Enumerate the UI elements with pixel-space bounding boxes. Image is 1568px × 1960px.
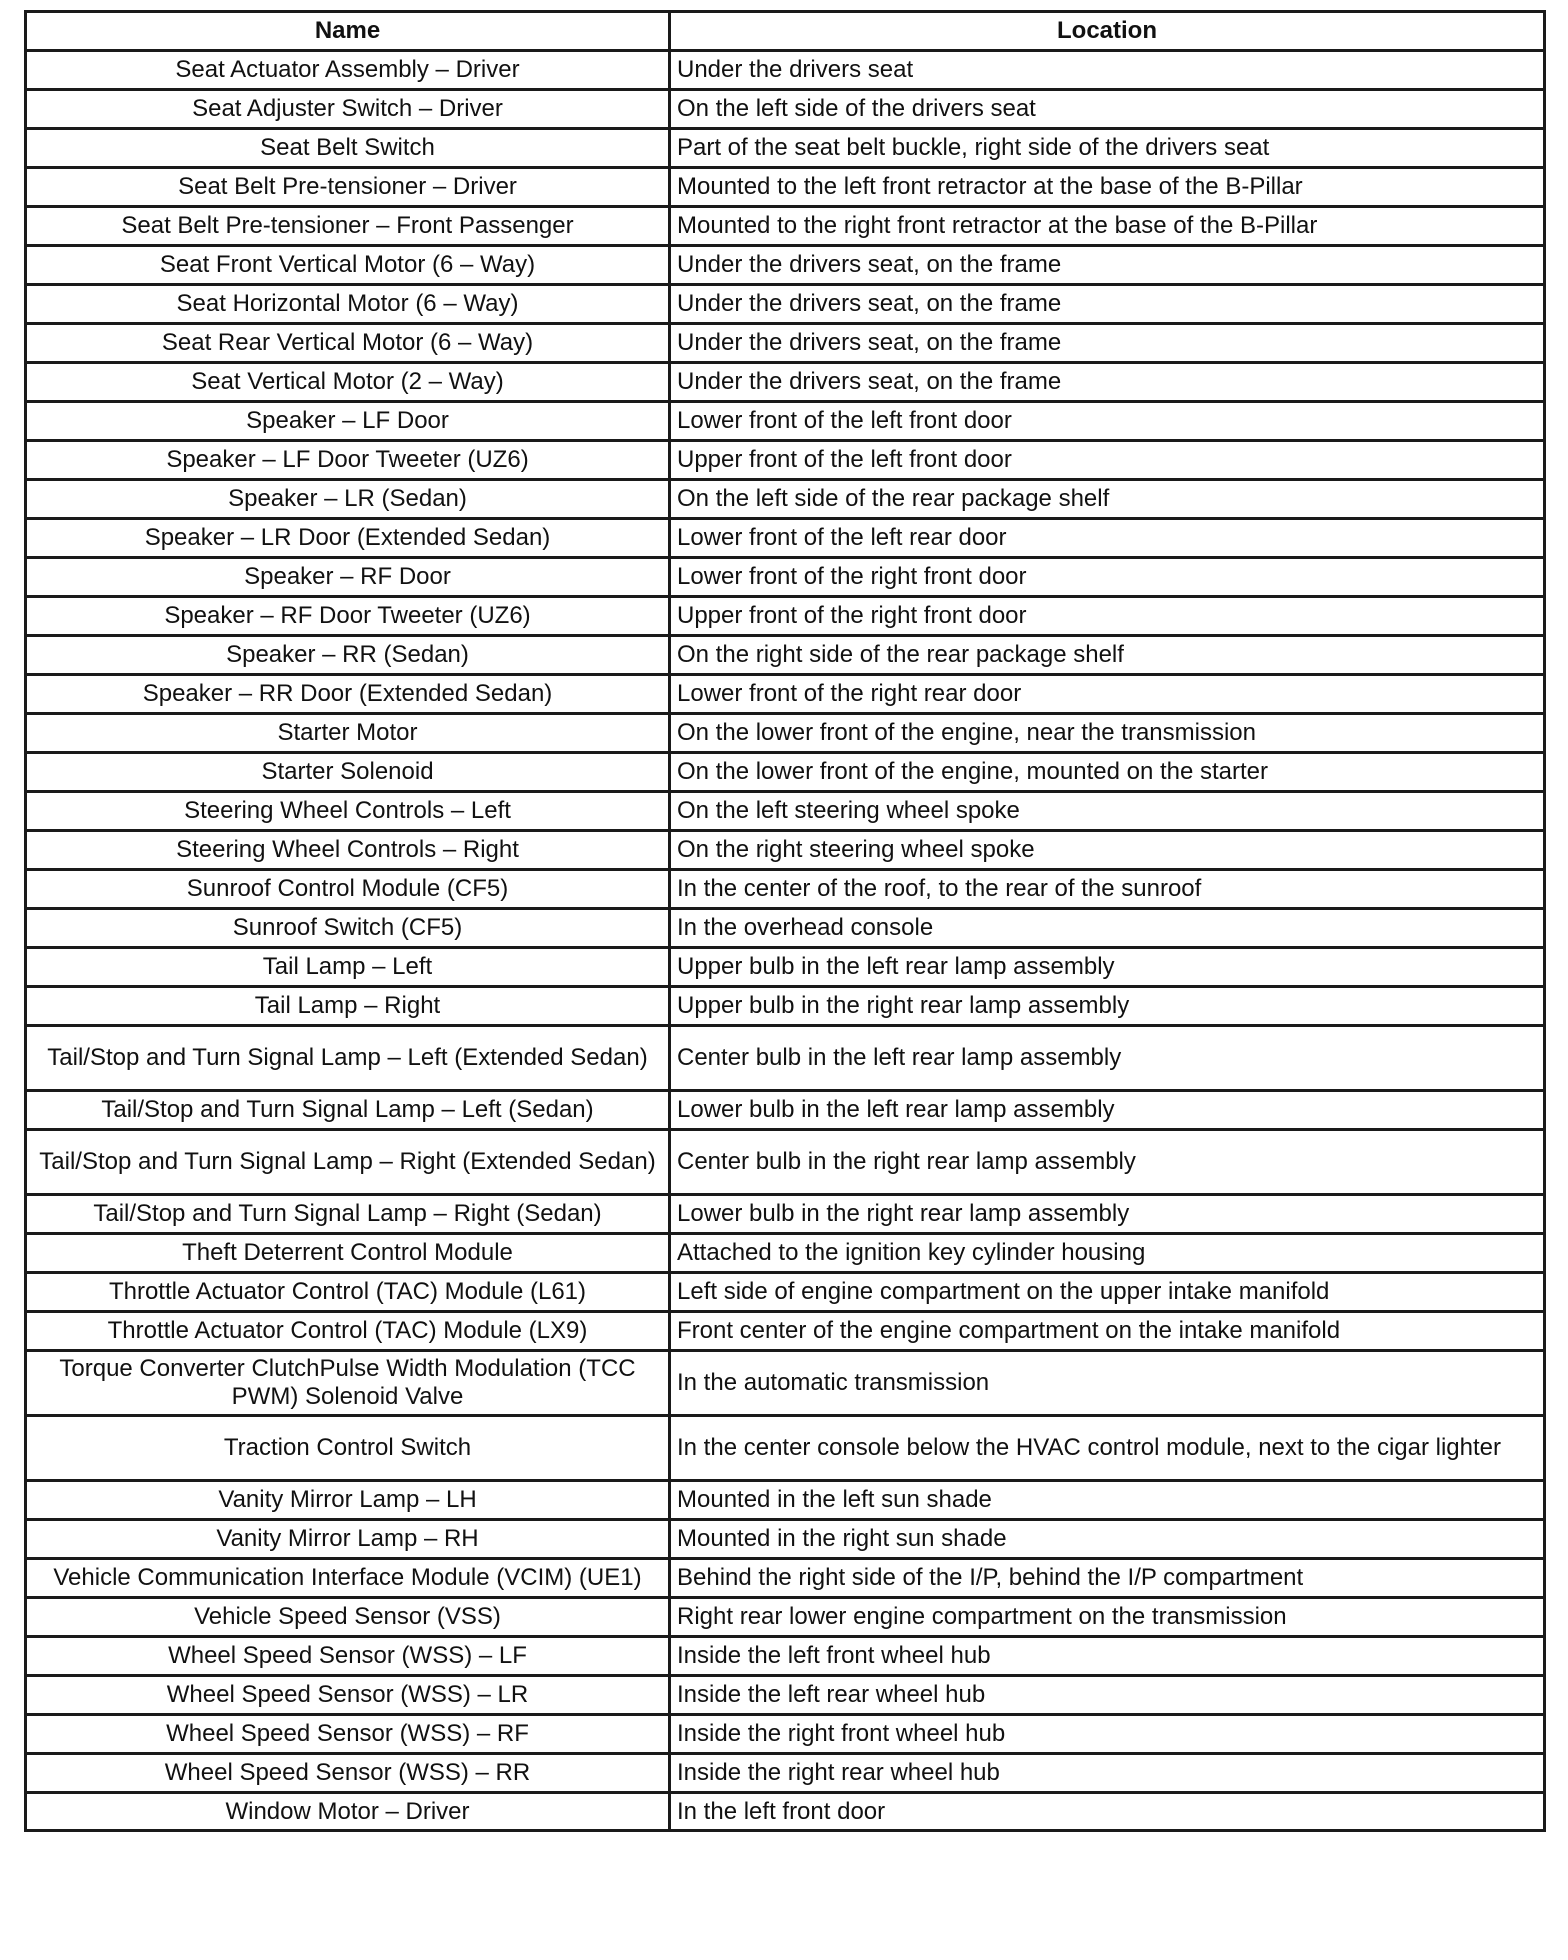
table-row	[26, 519, 1545, 558]
component-name-cell: Vanity Mirror Lamp – LH	[26, 1481, 670, 1520]
component-name-cell: Seat Vertical Motor (2 – Way)	[26, 363, 670, 402]
component-location-cell: In the center console below the HVAC control module, next to the cigar lighter	[670, 1416, 1545, 1481]
table-row	[26, 1754, 1545, 1793]
table-row	[26, 1416, 1545, 1481]
component-location-cell: Lower bulb in the left rear lamp assembly	[670, 1091, 1545, 1130]
component-location-cell: Mounted in the right sun shade	[670, 1520, 1545, 1559]
table-row	[26, 1026, 1545, 1091]
table-row	[26, 285, 1545, 324]
component-name-cell: Speaker – RR (Sedan)	[26, 636, 670, 675]
component-name-cell: Steering Wheel Controls – Left	[26, 792, 670, 831]
table-row	[26, 1520, 1545, 1559]
component-location-cell: Under the drivers seat, on the frame	[670, 246, 1545, 285]
component-name-cell: Speaker – RR Door (Extended Sedan)	[26, 675, 670, 714]
component-location-cell: In the left front door	[670, 1793, 1545, 1831]
table-row	[26, 870, 1545, 909]
component-location-cell: Under the drivers seat	[670, 51, 1545, 90]
component-location-cell: Inside the right rear wheel hub	[670, 1754, 1545, 1793]
component-name-cell: Tail/Stop and Turn Signal Lamp – Right (Sedan)	[26, 1195, 670, 1234]
component-location-cell: Upper front of the left front door	[670, 441, 1545, 480]
component-location-cell: Behind the right side of the I/P, behind the I/P compartment	[670, 1559, 1545, 1598]
table-row	[26, 1637, 1545, 1676]
component-location-cell: In the center of the roof, to the rear of the sunroof	[670, 870, 1545, 909]
component-name-cell: Tail/Stop and Turn Signal Lamp – Left (Extended Sedan)	[26, 1026, 670, 1091]
component-location-cell: Lower front of the right front door	[670, 558, 1545, 597]
component-location-cell: In the overhead console	[670, 909, 1545, 948]
component-name-cell: Seat Belt Pre-tensioner – Driver	[26, 168, 670, 207]
component-name-cell: Seat Adjuster Switch – Driver	[26, 90, 670, 129]
component-location-cell: Under the drivers seat, on the frame	[670, 285, 1545, 324]
table-row	[26, 168, 1545, 207]
component-name-cell: Seat Actuator Assembly – Driver	[26, 51, 670, 90]
column-header-name: Name	[26, 12, 670, 51]
component-location-cell: On the left steering wheel spoke	[670, 792, 1545, 831]
component-location-cell: Lower bulb in the right rear lamp assembly	[670, 1195, 1545, 1234]
table-row	[26, 909, 1545, 948]
component-name-cell: Torque Converter ClutchPulse Width Modulation (TCC PWM) Solenoid Valve	[26, 1351, 670, 1416]
component-location-cell: Center bulb in the left rear lamp assembly	[670, 1026, 1545, 1091]
table-row	[26, 831, 1545, 870]
component-location-cell: On the lower front of the engine, near the transmission	[670, 714, 1545, 753]
table-row	[26, 441, 1545, 480]
component-location-cell: Upper bulb in the left rear lamp assembly	[670, 948, 1545, 987]
header-row	[26, 12, 1545, 51]
component-location-cell: Under the drivers seat, on the frame	[670, 324, 1545, 363]
component-location-cell: Left side of engine compartment on the upper intake manifold	[670, 1273, 1545, 1312]
component-name-cell: Starter Motor	[26, 714, 670, 753]
component-name-cell: Vehicle Communication Interface Module (VCIM) (UE1)	[26, 1559, 670, 1598]
component-location-cell: Attached to the ignition key cylinder housing	[670, 1234, 1545, 1273]
component-location-cell: Lower front of the left front door	[670, 402, 1545, 441]
component-location-cell: Under the drivers seat, on the frame	[670, 363, 1545, 402]
component-name-cell: Steering Wheel Controls – Right	[26, 831, 670, 870]
component-name-cell: Wheel Speed Sensor (WSS) – LR	[26, 1676, 670, 1715]
table-row	[26, 402, 1545, 441]
table-row	[26, 675, 1545, 714]
table-row	[26, 1793, 1545, 1831]
component-name-cell: Sunroof Switch (CF5)	[26, 909, 670, 948]
component-name-cell: Vehicle Speed Sensor (VSS)	[26, 1598, 670, 1637]
component-location-cell: On the left side of the drivers seat	[670, 90, 1545, 129]
component-name-cell: Window Motor – Driver	[26, 1793, 670, 1831]
component-name-cell: Seat Rear Vertical Motor (6 – Way)	[26, 324, 670, 363]
table-row	[26, 1598, 1545, 1637]
table-row	[26, 1559, 1545, 1598]
table-row	[26, 714, 1545, 753]
component-name-cell: Traction Control Switch	[26, 1416, 670, 1481]
component-location-cell: On the right steering wheel spoke	[670, 831, 1545, 870]
table-row	[26, 636, 1545, 675]
table-row	[26, 558, 1545, 597]
component-location-cell: Lower front of the left rear door	[670, 519, 1545, 558]
component-location-cell: Inside the left rear wheel hub	[670, 1676, 1545, 1715]
component-location-cell: On the lower front of the engine, mounted on the starter	[670, 753, 1545, 792]
table-row	[26, 129, 1545, 168]
component-location-cell: On the right side of the rear package shelf	[670, 636, 1545, 675]
table-row	[26, 51, 1545, 90]
component-name-cell: Theft Deterrent Control Module	[26, 1234, 670, 1273]
component-location-cell: Front center of the engine compartment on the intake manifold	[670, 1312, 1545, 1351]
table-row	[26, 1312, 1545, 1351]
table-row	[26, 792, 1545, 831]
component-name-cell: Tail/Stop and Turn Signal Lamp – Right (Extended Sedan)	[26, 1130, 670, 1195]
column-header-location: Location	[670, 12, 1545, 51]
component-location-cell: Mounted to the left front retractor at the base of the B-Pillar	[670, 168, 1545, 207]
table-row	[26, 1481, 1545, 1520]
component-name-cell: Sunroof Control Module (CF5)	[26, 870, 670, 909]
table-row	[26, 1273, 1545, 1312]
table-row	[26, 1715, 1545, 1754]
component-name-cell: Tail Lamp – Right	[26, 987, 670, 1026]
component-location-cell: Inside the left front wheel hub	[670, 1637, 1545, 1676]
component-location-cell: In the automatic transmission	[670, 1351, 1545, 1416]
table-row	[26, 753, 1545, 792]
table-row	[26, 246, 1545, 285]
component-name-cell: Speaker – LF Door Tweeter (UZ6)	[26, 441, 670, 480]
table-row	[26, 1091, 1545, 1130]
component-name-cell: Seat Front Vertical Motor (6 – Way)	[26, 246, 670, 285]
table-row	[26, 1351, 1545, 1416]
table-row	[26, 324, 1545, 363]
component-name-cell: Vanity Mirror Lamp – RH	[26, 1520, 670, 1559]
table-row	[26, 363, 1545, 402]
component-location-cell: Mounted to the right front retractor at the base of the B-Pillar	[670, 207, 1545, 246]
table-row	[26, 597, 1545, 636]
component-name-cell: Throttle Actuator Control (TAC) Module (LX9)	[26, 1312, 670, 1351]
component-name-cell: Seat Belt Pre-tensioner – Front Passenger	[26, 207, 670, 246]
table-row	[26, 480, 1545, 519]
component-location-cell: Upper bulb in the right rear lamp assembly	[670, 987, 1545, 1026]
component-location-cell: Lower front of the right rear door	[670, 675, 1545, 714]
component-name-cell: Speaker – LR Door (Extended Sedan)	[26, 519, 670, 558]
component-location-cell: Mounted in the left sun shade	[670, 1481, 1545, 1520]
component-name-cell: Tail Lamp – Left	[26, 948, 670, 987]
component-name-cell: Speaker – RF Door	[26, 558, 670, 597]
component-name-cell: Starter Solenoid	[26, 753, 670, 792]
table-row	[26, 90, 1545, 129]
component-location-cell: Center bulb in the right rear lamp assembly	[670, 1130, 1545, 1195]
component-name-cell: Seat Horizontal Motor (6 – Way)	[26, 285, 670, 324]
component-location-cell: Right rear lower engine compartment on the transmission	[670, 1598, 1545, 1637]
table-row	[26, 948, 1545, 987]
table-row	[26, 1195, 1545, 1234]
component-name-cell: Tail/Stop and Turn Signal Lamp – Left (Sedan)	[26, 1091, 670, 1130]
table-body	[26, 51, 1545, 1831]
component-name-cell: Speaker – LR (Sedan)	[26, 480, 670, 519]
component-name-cell: Speaker – RF Door Tweeter (UZ6)	[26, 597, 670, 636]
table-row	[26, 1234, 1545, 1273]
table-row	[26, 1130, 1545, 1195]
component-name-cell: Wheel Speed Sensor (WSS) – RF	[26, 1715, 670, 1754]
component-name-cell: Seat Belt Switch	[26, 129, 670, 168]
component-location-cell: Inside the right front wheel hub	[670, 1715, 1545, 1754]
component-name-cell: Wheel Speed Sensor (WSS) – RR	[26, 1754, 670, 1793]
table-row	[26, 1676, 1545, 1715]
component-location-cell: Upper front of the right front door	[670, 597, 1545, 636]
component-name-cell: Throttle Actuator Control (TAC) Module (L61)	[26, 1273, 670, 1312]
component-location-cell: Part of the seat belt buckle, right side of the drivers seat	[670, 129, 1545, 168]
component-name-cell: Speaker – LF Door	[26, 402, 670, 441]
component-location-table	[24, 10, 1546, 1832]
component-location-cell: On the left side of the rear package shelf	[670, 480, 1545, 519]
table-row	[26, 207, 1545, 246]
component-name-cell: Wheel Speed Sensor (WSS) – LF	[26, 1637, 670, 1676]
table-row	[26, 987, 1545, 1026]
